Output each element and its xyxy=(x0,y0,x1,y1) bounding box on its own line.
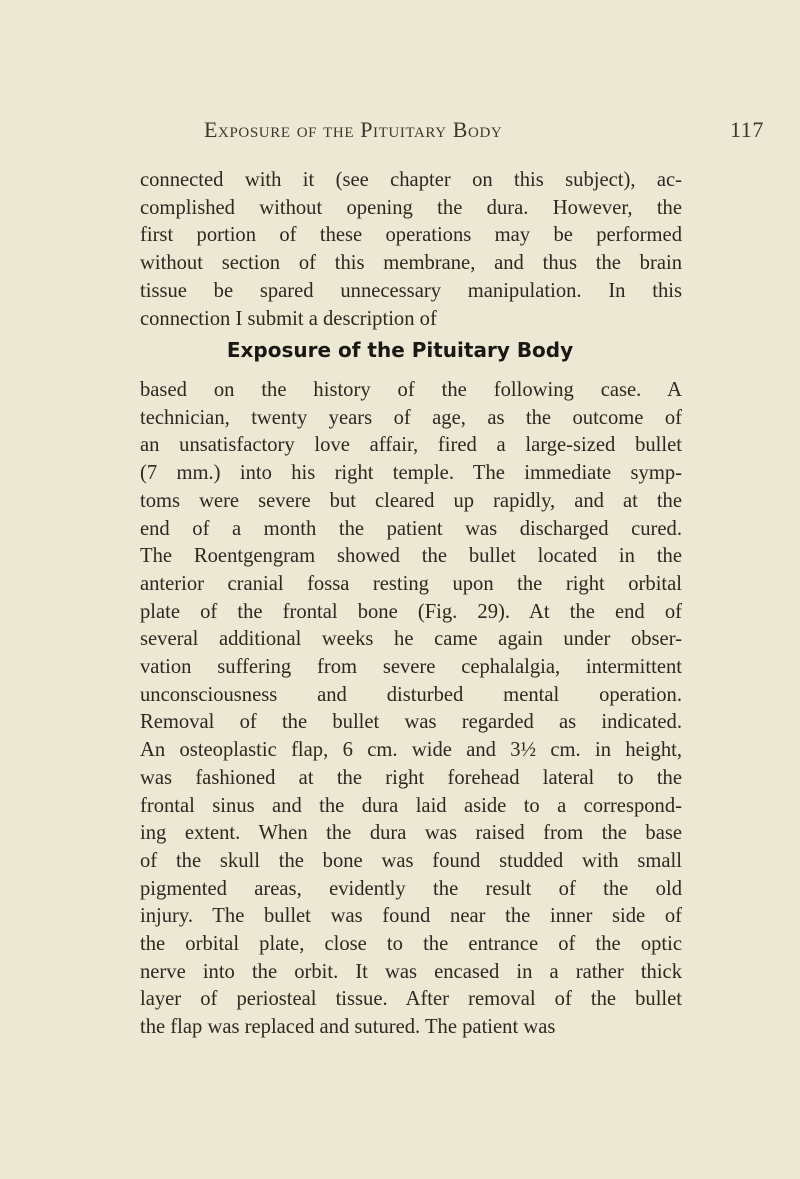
section-heading: Exposure of the Pituitary Body xyxy=(226,338,574,362)
text-line: the orbital plate, close to the entrance of the optic xyxy=(140,933,682,956)
paragraph-1 xyxy=(140,167,682,333)
text-line: end of a month the patient was discharged cured. xyxy=(140,517,682,540)
page-number: 117 xyxy=(730,117,764,142)
text-line: injury. The bullet was found near the inner side of xyxy=(140,905,682,928)
text-line: an unsatisfactory love affair, fired a large-sized bullet xyxy=(140,434,682,457)
text-line: plate of the frontal bone (Fig. 29). At the end of xyxy=(140,600,682,623)
text-line: layer of periosteal tissue. After removal of the bullet xyxy=(140,988,682,1011)
running-head xyxy=(204,117,764,151)
text-line: of the skull the bone was found studded with small xyxy=(140,849,682,872)
text-line: based on the history of the following case. A xyxy=(140,379,682,401)
text-line: without section of this membrane, and thus the brain xyxy=(140,252,682,275)
text-line: unconsciousness and disturbed mental operation. xyxy=(140,683,682,706)
text-line: vation suffering from severe cephalalgia, intermittent xyxy=(140,656,682,679)
text-line: nerve into the orbit. It was encased in a rather thick xyxy=(140,960,682,983)
text-line: connected with it (see chapter on this subject), ac- xyxy=(140,169,682,191)
text-line: anterior cranial fossa resting upon the right orbital xyxy=(140,572,682,595)
text-line: pigmented areas, evidently the result of the old xyxy=(140,877,682,900)
text-line: first portion of these operations may be performed xyxy=(140,224,682,247)
text-line: Removal of the bullet was regarded as indicated. xyxy=(140,711,682,734)
text-line: technician, twenty years of age, as the outcome of xyxy=(140,406,682,429)
text-line: frontal sinus and the dura laid aside to a correspond- xyxy=(140,794,682,817)
running-head-title: Exposure of the Pituitary Body xyxy=(204,117,503,142)
text-line: the flap was replaced and sutured. The patient was xyxy=(140,1016,556,1039)
text-line: tissue be spared unnecessary manipulation. In this xyxy=(140,279,682,302)
text-line: An osteoplastic flap, 6 cm. wide and 3½ cm. in height, xyxy=(140,739,682,762)
text-line: was fashioned at the right forehead lateral to the xyxy=(140,766,682,789)
text-line: several additional weeks he came again under obser- xyxy=(140,628,682,651)
text-line: The Roentgengram showed the bullet located in the xyxy=(140,545,682,568)
text-line: ing extent. When the dura was raised from the base xyxy=(140,822,682,845)
text-line: complished without opening the dura. However, the xyxy=(140,196,682,219)
text-line: toms were severe but cleared up rapidly, and at the xyxy=(140,489,682,512)
paragraph-2 xyxy=(140,377,682,1042)
text-line: (7 mm.) into his right temple. The immediate symp- xyxy=(140,462,682,485)
text-line: connection I submit a description of xyxy=(140,307,437,330)
